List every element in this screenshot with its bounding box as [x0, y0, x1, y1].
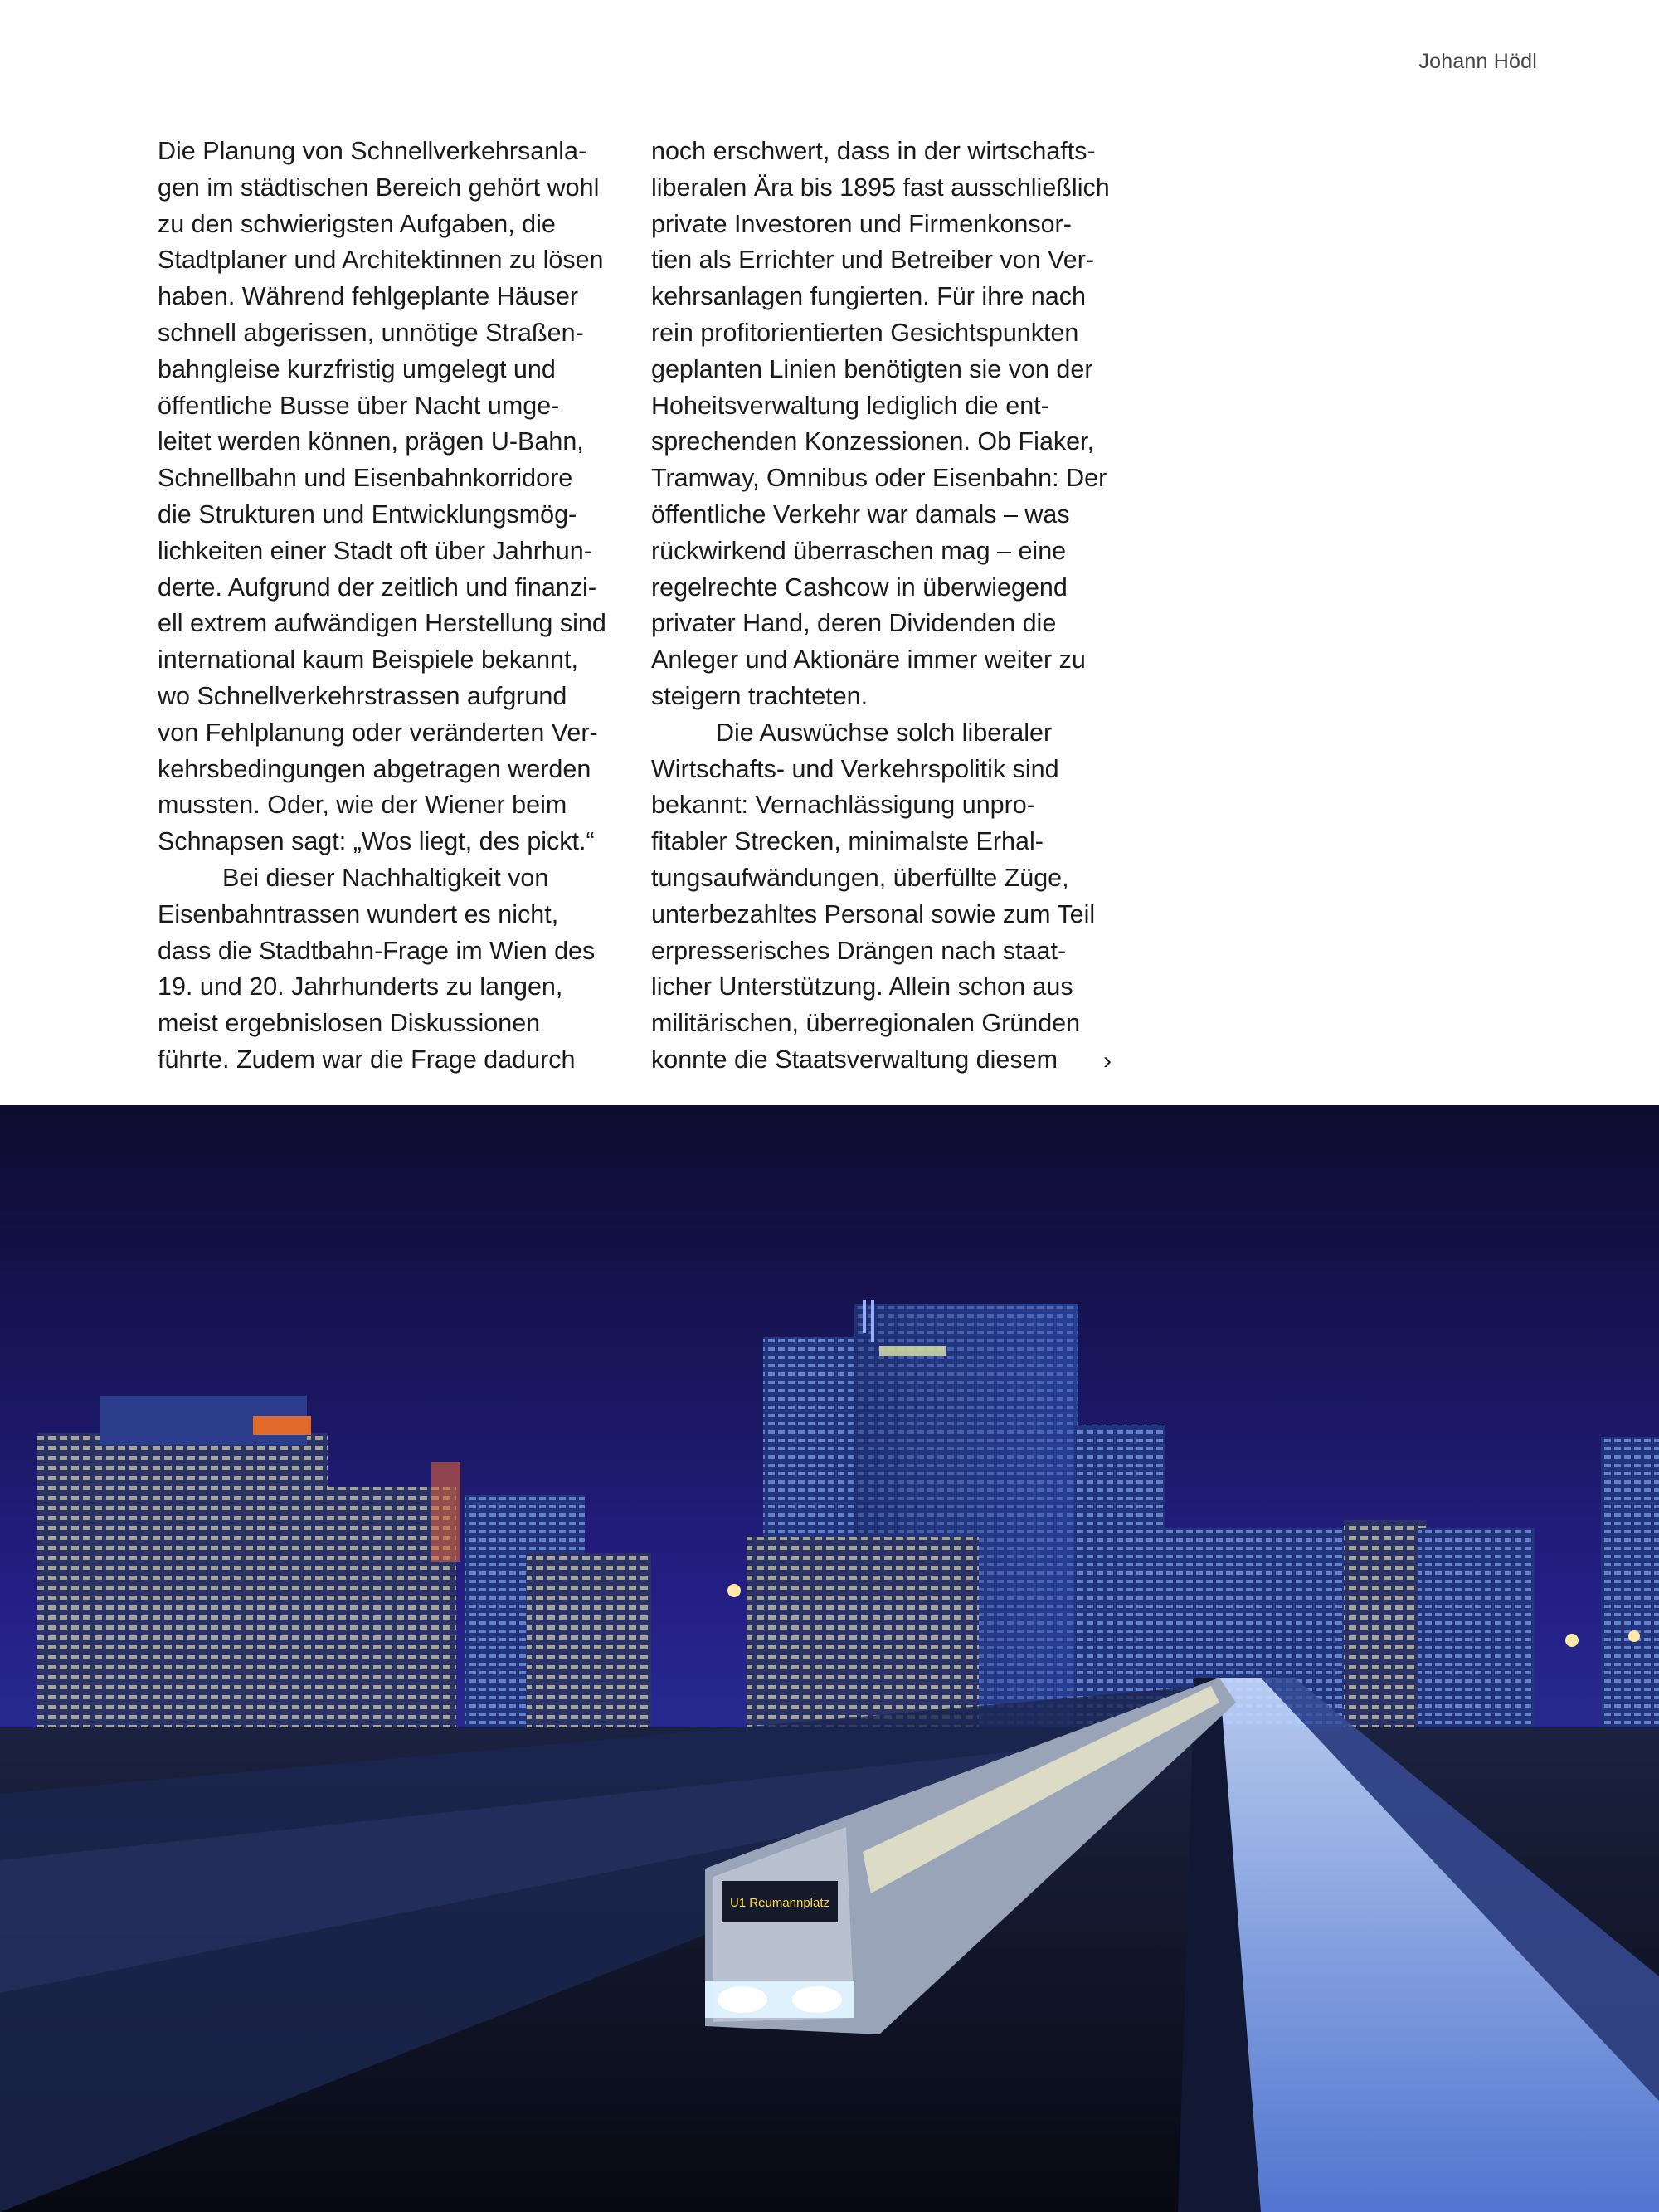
text-line: sprechenden Konzessionen. Ob Fiaker,: [651, 427, 1095, 456]
text-line: von Fehlplanung oder veränderten Ver-: [158, 718, 598, 747]
text-line: Wirtschafts- und Verkehrspolitik sind: [651, 754, 1059, 783]
text-line: bahngleise kurzfristig umgelegt und: [158, 354, 556, 383]
train-destination-sign: U1 Reumannplatz: [729, 1896, 830, 1910]
text-line: schnell abgerissen, unnötige Straßen-: [158, 318, 584, 347]
text-line: bekannt: Vernachlässigung unpro-: [651, 791, 1035, 820]
text-line: private Investoren und Firmenkonsor-: [651, 209, 1072, 238]
text-line: Die Planung von Schnellverkehrsanla-: [158, 137, 587, 165]
text-line: öffentliche Verkehr war damals – was: [651, 499, 1070, 529]
text-line: Bei dieser Nachhaltigkeit von: [222, 863, 549, 892]
text-line: führte. Zudem war die Frage dadurch: [158, 1045, 576, 1074]
text-line: Eisenbahntrassen wundert es nicht,: [158, 899, 559, 928]
text-line: tungsaufwändungen, überfüllte Züge,: [651, 863, 1069, 892]
text-line: konnte die Staatsverwaltung diesem: [651, 1045, 1058, 1074]
text-line: unterbezahltes Personal sowie zum Teil: [651, 899, 1096, 928]
text-line: öffentliche Busse über Nacht umge-: [158, 391, 560, 420]
text-line: leitet werden können, prägen U-Bahn,: [158, 427, 584, 456]
night-skyline-photo: [0, 1105, 1659, 2212]
text-line: regelrechte Cashcow in überwiegend: [651, 572, 1068, 602]
continue-arrow-icon: ›: [1103, 1047, 1112, 1074]
text-line: fitabler Strecken, minimalste Erhal-: [651, 827, 1044, 856]
text-line: lichkeiten einer Stadt oft über Jahrhun-: [158, 536, 592, 565]
text-line: Die Auswüchse solch liberaler: [716, 718, 1053, 747]
text-line: die Strukturen und Entwicklungsmög-: [158, 499, 577, 529]
text-line: Schnellbahn und Eisenbahnkorridore: [158, 464, 573, 493]
text-line: steigern trachteten.: [651, 681, 868, 710]
text-line: militärischen, überregionalen Gründen: [651, 1009, 1081, 1038]
text-line: geplanten Linien benötigten sie von der: [651, 354, 1093, 383]
text-line: 19. und 20. Jahrhunderts zu langen,: [158, 972, 563, 1001]
text-line: meist ergebnislosen Diskussionen: [158, 1009, 541, 1038]
text-line: Schnapsen sagt: „Wos liegt, des pickt.“: [158, 827, 595, 856]
text-line: tien als Errichter und Betreiber von Ver-: [651, 246, 1095, 275]
text-line: licher Unterstützung. Allein schon aus: [651, 972, 1073, 1001]
skyline-center: [747, 1300, 1078, 1736]
text-line: kehrsanlagen fungierten. Für ihre nach: [651, 282, 1086, 311]
text-line: dass die Stadtbahn-Frage im Wien des: [158, 936, 596, 965]
text-line: rein profitorientierten Gesichtspunkten: [651, 318, 1079, 347]
article-column-left: [158, 134, 639, 1079]
text-line: gen im städtischen Bereich gehört wohl: [158, 173, 600, 202]
text-line: Hoheitsverwaltung lediglich die ent-: [651, 391, 1049, 420]
text-line: noch erschwert, dass in der wirtschafts-: [651, 137, 1096, 165]
text-line: zu den schwierigsten Aufgaben, die: [158, 209, 556, 238]
author-name: Johann Hödl: [1418, 50, 1537, 73]
text-line: erpresserisches Drängen nach staat-: [651, 936, 1067, 965]
article-column-right: [651, 134, 1132, 1079]
text-line: ell extrem aufwändigen Herstellung sind: [158, 609, 606, 638]
text-line: wo Schnellverkehrstrassen aufgrund: [158, 681, 567, 710]
text-line: liberalen Ära bis 1895 fast ausschließlich: [651, 173, 1110, 202]
text-line: Stadtplaner und Architektinnen zu lösen: [158, 246, 604, 275]
text-line: international kaum Beispiele bekannt,: [158, 646, 578, 675]
text-line: privater Hand, deren Dividenden die: [651, 609, 1057, 638]
text-line: derte. Aufgrund der zeitlich und finanzi-: [158, 572, 596, 602]
text-line: Anleger und Aktionäre immer weiter zu: [651, 646, 1086, 675]
text-line: rückwirkend überraschen mag – eine: [651, 536, 1067, 565]
text-line: Tramway, Omnibus oder Eisenbahn: Der: [651, 464, 1107, 493]
text-line: mussten. Oder, wie der Wiener beim: [158, 791, 567, 820]
text-line: haben. Während fehlgeplante Häuser: [158, 282, 578, 311]
text-line: kehrsbedingungen abgetragen werden: [158, 754, 591, 783]
